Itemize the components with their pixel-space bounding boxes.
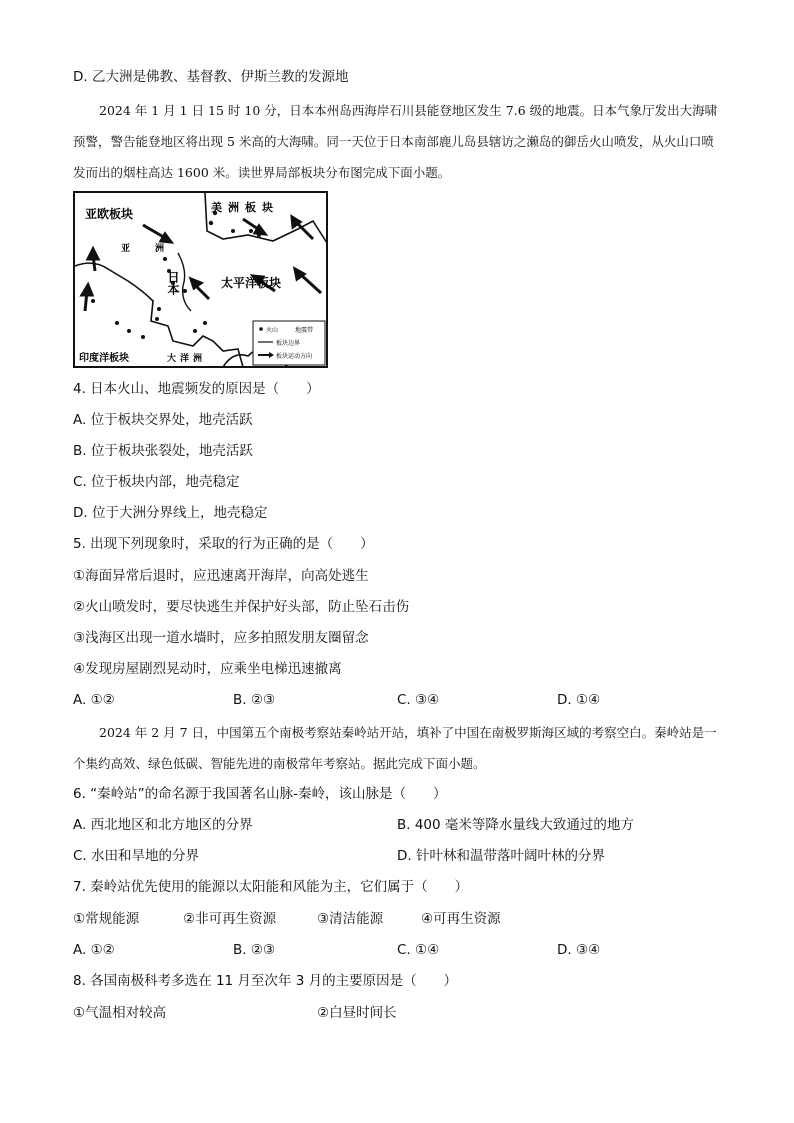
legend-earthquake: 地震带	[295, 327, 314, 334]
map-legend	[253, 321, 325, 365]
q6-option-a: A. 西北地区和北方地区的分界	[73, 817, 253, 833]
q4-option-c: C. 位于板块内部，地壳稳定	[73, 474, 240, 490]
q7-statement-2: ②非可再生资源	[183, 911, 277, 927]
q7-option-a: A. ①②	[73, 942, 115, 958]
q6-option-b: B. 400 毫米等降水量线大致通过的地方	[397, 817, 634, 833]
q4-stem: 4. 日本火山、地震频发的原因是（ ）	[73, 381, 320, 397]
legend-direction: 板块运动方向	[276, 353, 313, 360]
q6-option-d: D. 针叶林和温带落叶阔叶林的分界	[397, 848, 605, 864]
label-asia-a: 亚	[121, 244, 131, 254]
q5-option-c: C. ③④	[397, 692, 440, 708]
q8-stem: 8. 各国南极科考多选在 11 月至次年 3 月的主要原因是（ ）	[73, 973, 458, 989]
plate-map	[73, 191, 328, 368]
q6-stem: 6. “秦岭站”的命名源于我国著名山脉-秦岭，该山脉是（ ）	[73, 786, 447, 802]
q5-stem: 5. 出现下列现象时，采取的行为正确的是（ ）	[73, 536, 374, 552]
q5-option-a: A. ①②	[73, 692, 115, 708]
q5-statement-4: ④发现房屋剧烈晃动时，应乘坐电梯迅速撤离	[73, 661, 342, 677]
legend-boundary: 板块边界	[276, 340, 301, 347]
q5-option-b: B. ②③	[233, 692, 276, 708]
passage-1: 2024 年 1 月 1 日 15 时 10 分，日本本州岛西海岸石川县能登地区发生 7.6 级的地震。日本气象厅发出大海啸预警，警告能登地区将出现 5 米高的大海啸。同一天位于日本南部鹿儿岛县辖访之濑岛的御岳火山喷发，从火山口喷发而出的烟柱高达 1600 米。读世界局部板块分布图完成下面小题。	[73, 103, 718, 180]
q7-statement-3: ③清洁能源	[317, 911, 384, 927]
q8-statement-1: ①气温相对较高	[73, 1005, 167, 1021]
passage-2: 2024 年 2 月 7 日，中国第五个南极考察站秦岭站开站，填补了中国在南极罗斯海区域的考察空白。秦岭站是一个集约高效、绿色低碳、智能先进的南极常年考察站。据此完成下面小题。	[73, 725, 717, 771]
q7-option-b: B. ②③	[233, 942, 276, 958]
q7-option-d: D. ③④	[557, 942, 601, 958]
q7-statement-1: ①常规能源	[73, 911, 140, 927]
q6-option-c: C. 水田和旱地的分界	[73, 848, 200, 864]
q5-statement-2: ②火山喷发时，要尽快逃生并保护好头部，防止坠石击伤	[73, 599, 410, 615]
q3-option-d: D. 乙大洲是佛教、基督教、伊斯兰教的发源地	[73, 69, 349, 85]
label-asia-b: 洲	[155, 244, 165, 254]
q7-option-c: C. ①④	[397, 942, 440, 958]
q5-option-d: D. ①④	[557, 692, 601, 708]
legend-volcano-dot	[259, 327, 263, 331]
label-pacific: 太平洋板块	[221, 276, 282, 290]
label-indian: 印度洋板块	[79, 353, 129, 364]
q5-statement-1: ①海面异常后退时，应迅速离开海岸，向高处逃生	[73, 568, 369, 584]
q7-stem: 7. 秦岭站优先使用的能源以太阳能和风能为主，它们属于（ ）	[73, 879, 469, 895]
q8-statement-2: ②白昼时间长	[317, 1005, 397, 1021]
label-japan: 日本	[166, 271, 180, 295]
q4-option-a: A. 位于板块交界处，地壳活跃	[73, 412, 253, 428]
label-eurasia: 亚欧板块	[85, 207, 134, 221]
q4-option-b: B. 位于板块张裂处，地壳活跃	[73, 443, 253, 459]
q5-statement-3: ③浅海区出现一道水墙时，应多拍照发朋友圈留念	[73, 630, 369, 646]
label-america: 美洲板块	[211, 201, 279, 214]
q7-statement-4: ④可再生资源	[421, 911, 501, 927]
q4-option-d: D. 位于大洲分界线上，地壳稳定	[73, 505, 268, 521]
legend-volcano: 火山	[266, 327, 279, 334]
label-oceania: 大洋洲	[167, 354, 207, 364]
